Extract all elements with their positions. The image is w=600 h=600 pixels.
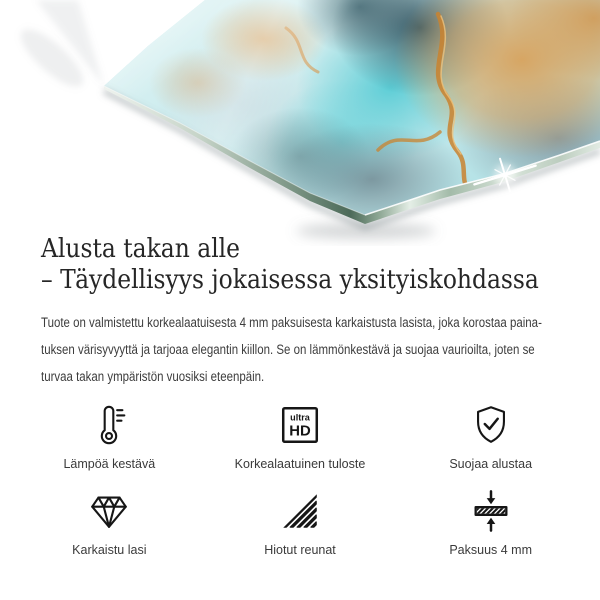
soft-glow [13, 21, 91, 95]
feature-ultra-hd-print [235, 402, 366, 472]
feature-label: Karkaistu lasi [72, 543, 147, 557]
description-line: tuksen värisyvyyttä ja tarjoaa elegantin kiillon. Se on lämmönkestävä ja suojaa vaurioilta, joten se [41, 342, 535, 357]
feature-grid [14, 402, 586, 558]
feature-label: Paksuus 4 mm [449, 543, 532, 557]
feature-label: Korkealaatuinen tuloste [234, 457, 366, 471]
feature-heat-resistant [63, 402, 155, 472]
svg-text:ultra: ultra [290, 412, 310, 423]
product-description [41, 309, 600, 390]
thermometer-icon [86, 402, 132, 448]
thickness-icon [468, 488, 514, 534]
feature-polished-edges [264, 488, 336, 558]
ultra-hd-icon [277, 402, 323, 448]
svg-text:HD: HD [289, 423, 311, 440]
corner-reflection [36, 0, 104, 86]
description-line: turvaa takan ympäristön vuosiksi eteenpäin. [41, 369, 265, 384]
feature-thickness [449, 488, 532, 558]
feature-protects-base [449, 402, 532, 472]
page-title [41, 234, 539, 296]
polished-edges-icon [277, 488, 323, 534]
diamond-icon [86, 488, 132, 534]
page-title-line2: – Täydellisyys jokaisessa yksityiskohdassa [41, 265, 539, 295]
glass-reflection [0, 0, 600, 230]
glass-art-print [0, 0, 600, 230]
shield-check-icon [468, 402, 514, 448]
product-image [0, 0, 600, 246]
description-line: Tuote on valmistettu korkealaatuisesta 4 mm paksuisesta karkaistusta lasista, joka korostaa paina- [41, 315, 542, 330]
feature-label: Hiotut reunat [264, 543, 336, 557]
feature-tempered-glass [72, 488, 146, 558]
page-title-line1: Alusta takan alle [41, 234, 241, 264]
feature-label: Lämpöä kestävä [63, 457, 156, 471]
feature-label: Suojaa alustaa [449, 457, 533, 471]
